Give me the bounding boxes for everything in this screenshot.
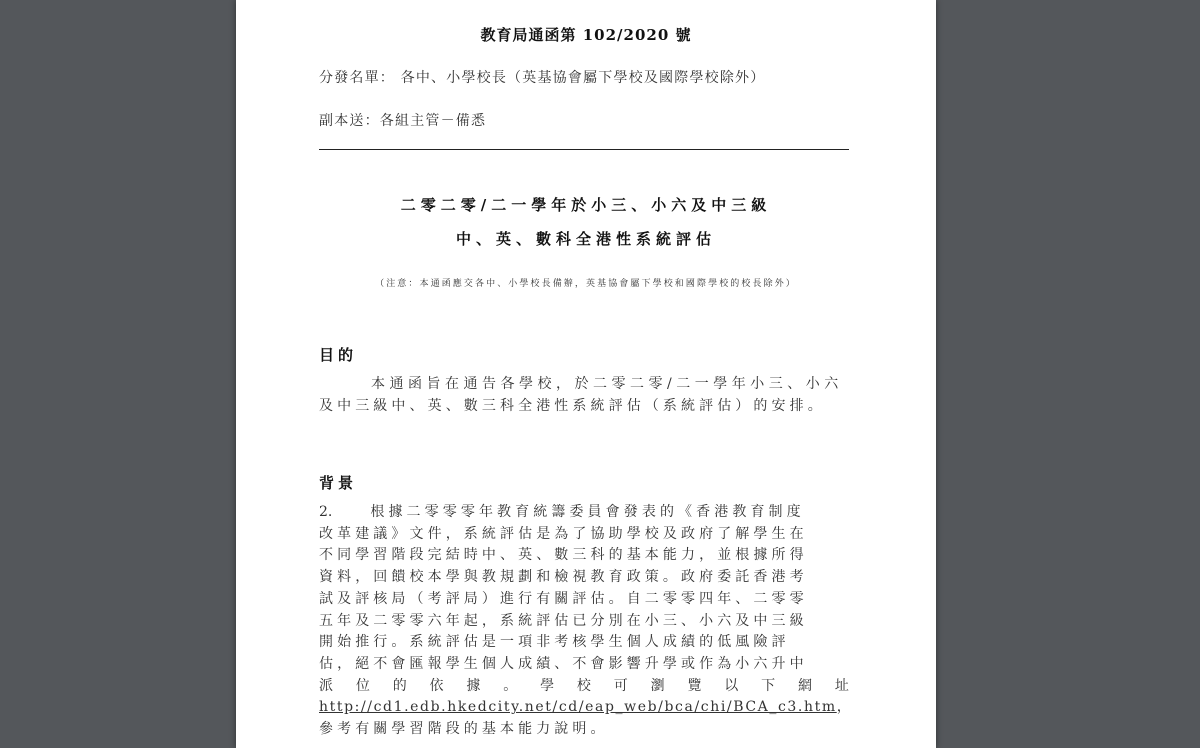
paragraph-line	[319, 502, 849, 524]
background-paragraph	[319, 502, 855, 741]
paragraph-line: 本通函旨在通告各學校，於二零二零/二一學年小三、小六	[371, 376, 843, 392]
subject-heading-line2: 中、英、數科全港性系統評估	[455, 230, 716, 248]
justified-char: 覽	[687, 677, 702, 694]
paragraph-line: 資料，回饋校本學與教規劃和檢視教育政策。政府委託香港考	[319, 569, 808, 586]
purpose-paragraph	[319, 374, 849, 417]
copy-to: 副本送：各組主管－備悉	[319, 113, 487, 129]
paragraph-line: 改革建議》文件，系統評估是為了協助學校及政府了解學生在	[319, 525, 808, 542]
justified-char: 校	[576, 677, 591, 694]
justified-char: 學	[540, 677, 555, 694]
justified-char: 依	[429, 677, 444, 694]
paragraph-line: 及中三級中、英、數三科全港性系統評估（系統評估）的安排。	[319, 397, 826, 414]
justified-char: 位	[355, 677, 370, 694]
paragraph-line: 試及評核局（考評局）進行有關評估。自二零零四年、二零零	[319, 590, 808, 607]
document-page	[236, 0, 936, 748]
paragraph-line: 不同學習階段完結時中、英、數三科的基本能力，並根據所得	[319, 547, 808, 564]
justified-char: 派	[319, 677, 333, 694]
subject-heading-line1: 二零二零/二一學年於小三、小六及中三級	[400, 196, 772, 214]
justified-char: 址	[834, 677, 849, 694]
justified-char: 下	[761, 677, 776, 694]
justified-char: 。	[503, 677, 518, 694]
divider	[319, 149, 849, 150]
paragraph-line: 五年及二零零六年起，系統評估已分別在小三、小六及中三級	[319, 612, 808, 629]
distribution-list: 分發名單： 各中、小學校長（英基協會屬下學校及國際學校除外）	[319, 70, 766, 86]
justified-char: 網	[797, 677, 812, 694]
bca-link[interactable]: http://cd1.edb.hkedcity.net/cd/eap_web/bca/chi/BCA_c3.htm	[319, 699, 837, 716]
circular-title: 教育局通函第 102/2020 號	[480, 26, 692, 44]
justified-char: 的	[392, 677, 407, 694]
justified-char: 以	[724, 677, 739, 694]
section-heading-background: 背景	[319, 474, 358, 492]
paragraph-number: 2.	[319, 504, 333, 520]
note: （注意：本通函應交各中、小學校長備辦，英基協會屬下學校和國際學校的校長除外）	[375, 279, 797, 289]
section-heading-purpose: 目的	[319, 346, 358, 364]
justified-char: 據	[466, 677, 481, 694]
paragraph-line: 開始推行。系統評估是一項非考核學生個人成績的低風險評	[319, 634, 790, 651]
punctuation: ，	[836, 699, 855, 716]
paragraph-line: 參考有關學習階段的基本能力說明。	[319, 721, 609, 738]
paragraph-line-justified	[319, 676, 849, 698]
justified-char: 可	[613, 677, 628, 694]
paragraph-line: 估，絕不會匯報學生個人成績、不會影響升學或作為小六升中	[319, 655, 808, 672]
paragraph-line-text: 根據二零零零年教育統籌委員會發表的《香港教育制度	[370, 504, 805, 520]
justified-char: 瀏	[650, 677, 665, 694]
paragraph-line	[319, 697, 855, 719]
